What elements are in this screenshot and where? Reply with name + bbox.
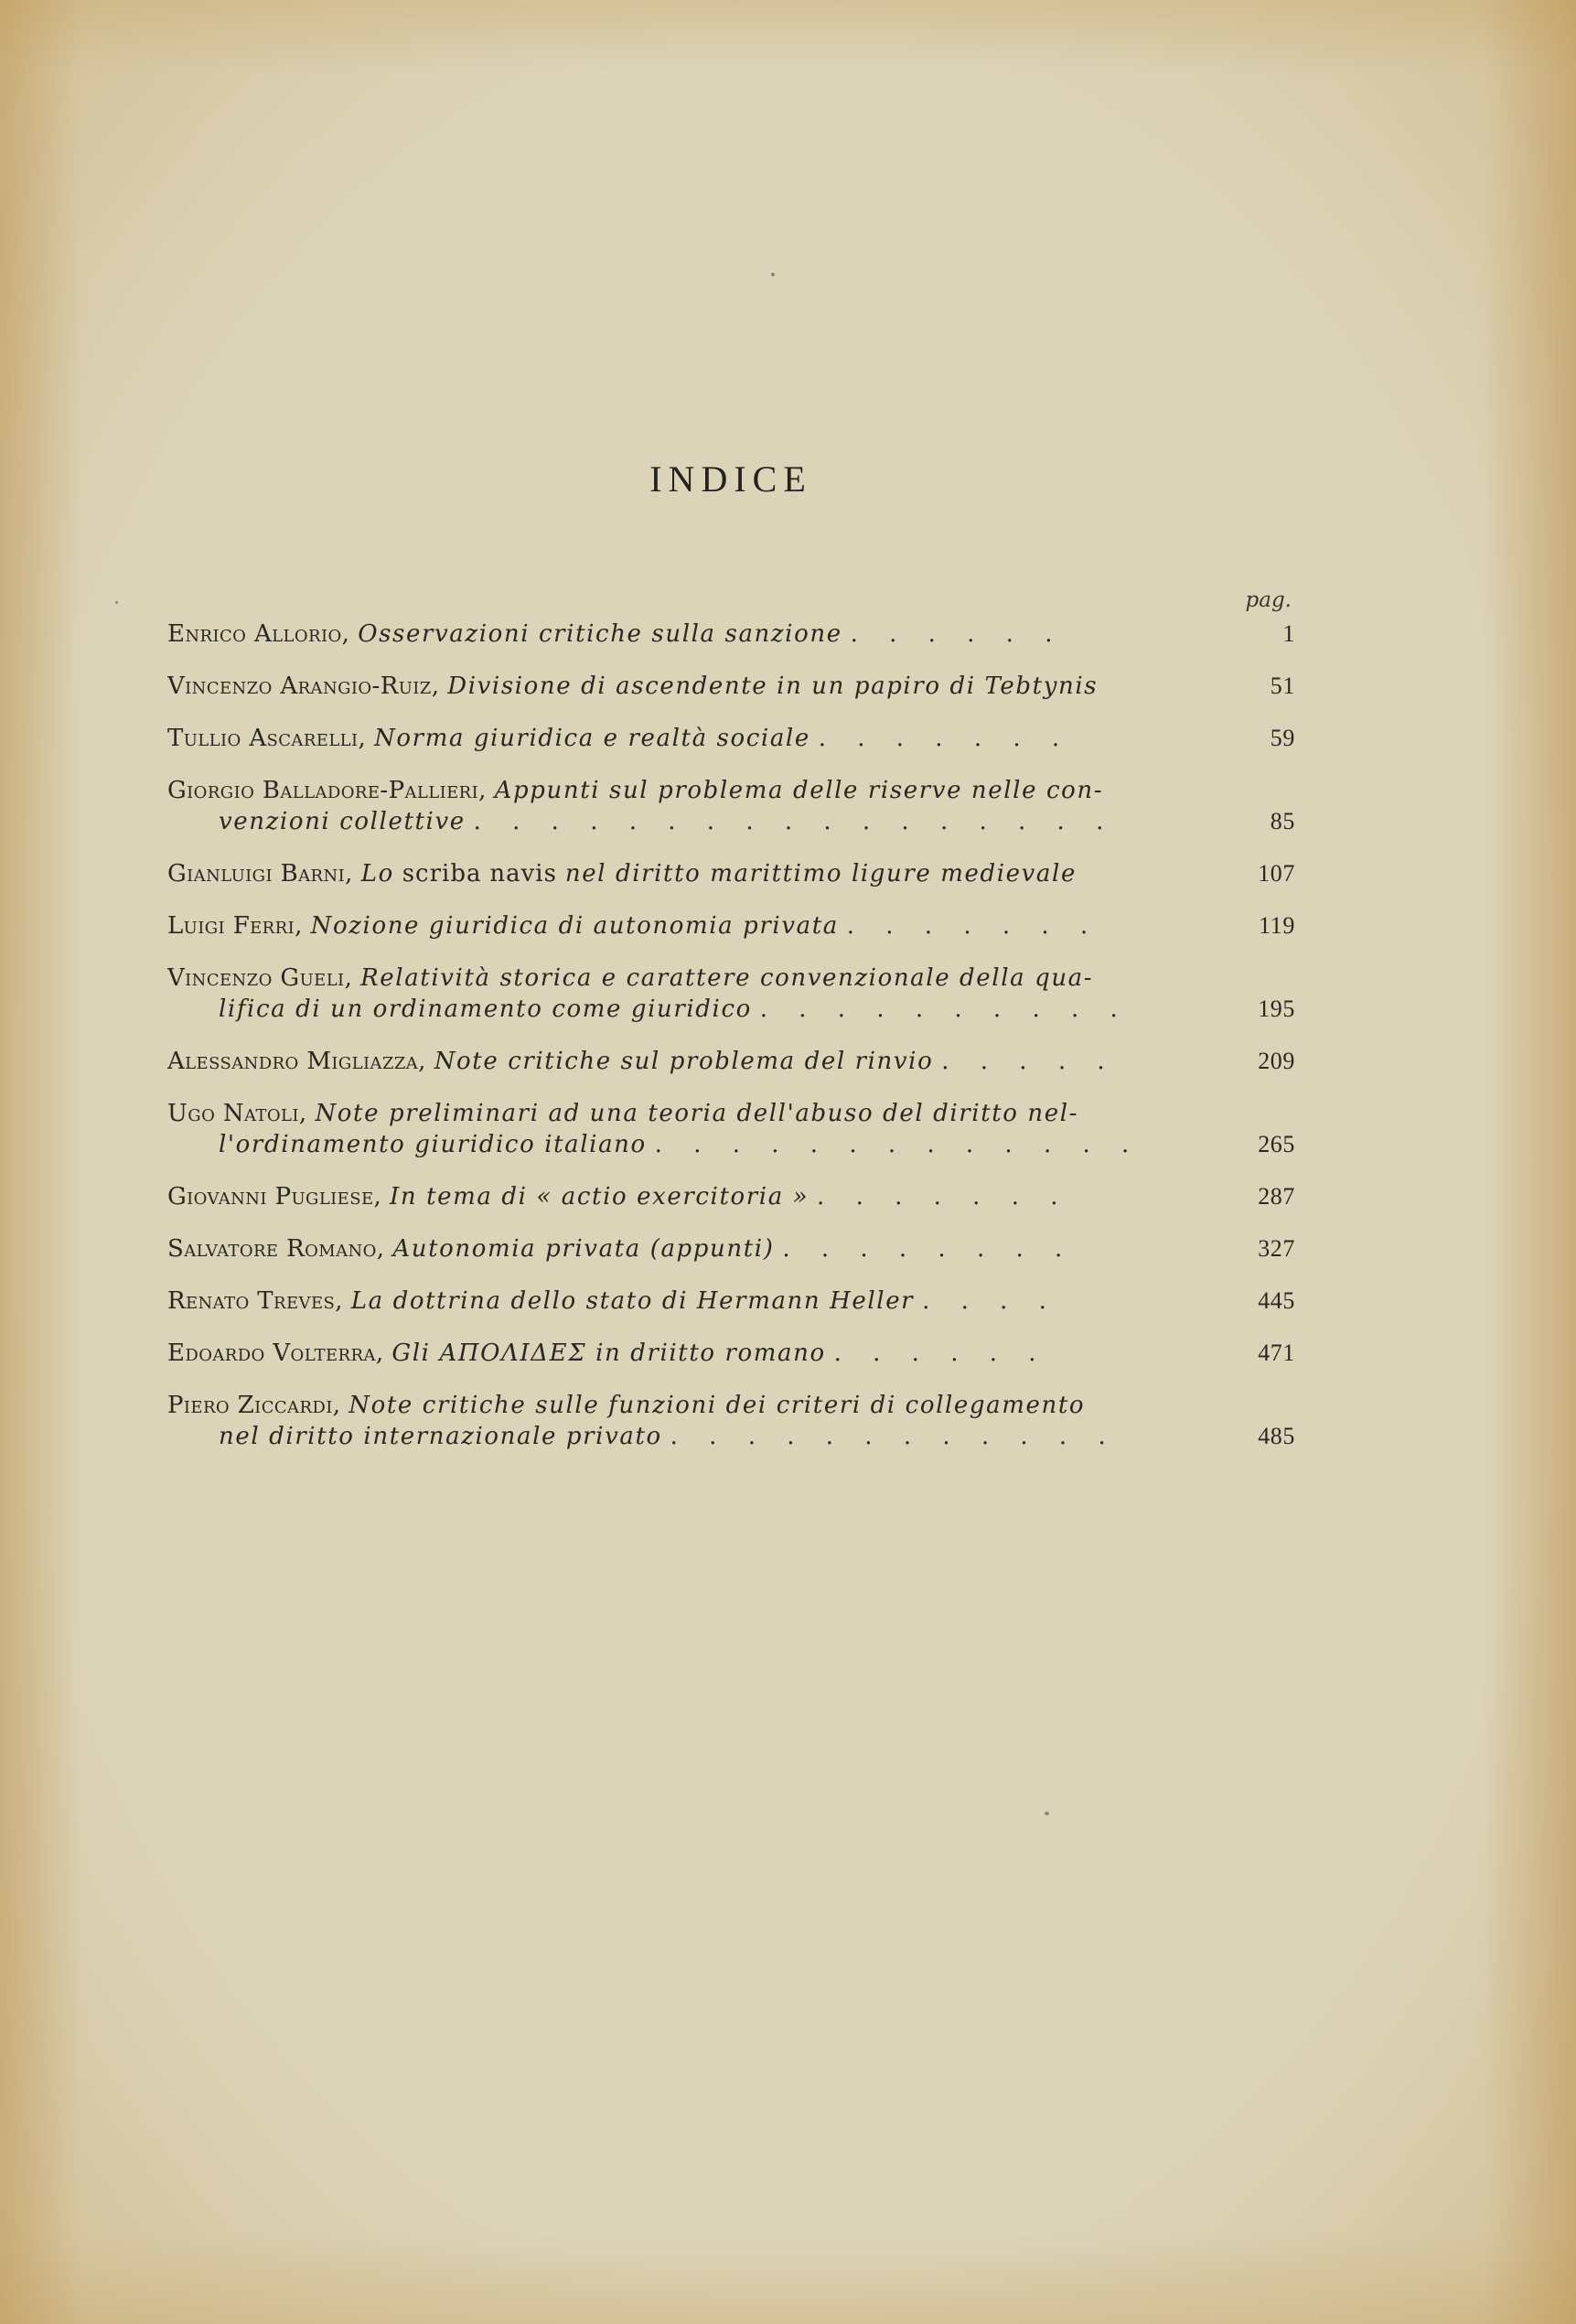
entry-title-upright: scriba: [402, 860, 482, 888]
toc-entry: [167, 1233, 1295, 1264]
entry-page-number: 327: [1258, 1235, 1295, 1262]
entry-author: Vincenzo Arangio-Ruiz,: [167, 672, 440, 700]
toc-entry: [167, 910, 1295, 941]
toc-entry: [167, 1046, 1295, 1077]
toc-entry: [167, 1338, 1295, 1369]
entry-title: Autonomia privata (appunti): [392, 1235, 775, 1263]
leader-dots: . . . . . . . . . . . . . . . . .: [473, 808, 1116, 835]
entry-page-number: 119: [1259, 912, 1295, 939]
entry-page-number: 85: [1270, 808, 1295, 834]
entry-page-number: 195: [1258, 995, 1295, 1022]
entry-page-number: 287: [1258, 1183, 1295, 1210]
entry-title-continued: lifica di un ordinamento come giuridico: [219, 995, 752, 1023]
entry-author: Enrico Allorio,: [167, 620, 350, 648]
entry-page-number: 51: [1270, 672, 1295, 699]
entry-author: Luigi Ferri,: [167, 912, 303, 940]
entry-page-number: 59: [1270, 725, 1295, 751]
paper-speck: [115, 601, 118, 604]
entry-title: Norma giuridica e realtà sociale: [374, 725, 810, 752]
entry-title: Appunti sul problema delle riserve nelle con-: [494, 777, 1104, 804]
entry-title-continued: venzioni collettive: [219, 808, 466, 835]
leader-dots: . . . . . .: [850, 620, 1065, 648]
entry-author: Vincenzo Gueli,: [167, 964, 353, 992]
entry-title: Gli ΑΠΟΛΙΔΕΣ in driitto romano: [391, 1340, 826, 1367]
entry-title: Note critiche sul problema del rinvio: [434, 1048, 934, 1075]
entry-title: Lo: [360, 860, 394, 888]
entry-page-number: 445: [1258, 1287, 1295, 1314]
toc-entry: [167, 1286, 1295, 1317]
entry-author: Tullio Ascarelli,: [167, 725, 367, 752]
entry-page-number: 209: [1258, 1048, 1295, 1074]
leader-dots: . . . . .: [941, 1048, 1117, 1075]
toc-entry: [167, 775, 1295, 837]
entry-page-number: 471: [1258, 1340, 1295, 1366]
page-title: INDICE: [649, 458, 812, 500]
entry-author: Edoardo Volterra,: [167, 1340, 384, 1367]
entry-title: Relatività storica e carattere convenzionale della qua-: [360, 964, 1094, 992]
entry-title: Nozione giuridica di autonomia privata: [310, 912, 839, 940]
leader-dots: . . . . . . .: [817, 1183, 1070, 1210]
leader-dots: . . . . . . . . . . . . .: [654, 1131, 1142, 1158]
entry-author: Salvatore Romano,: [167, 1235, 385, 1263]
entry-title-continued: nel diritto internazionale privato: [219, 1423, 662, 1450]
entry-title: In tema di « actio exercitoria »: [390, 1183, 809, 1210]
toc-entry: [167, 1098, 1295, 1160]
entry-page-number: 485: [1258, 1423, 1295, 1449]
toc-entry: [167, 723, 1295, 754]
entry-author: Renato Treves,: [167, 1287, 343, 1315]
entry-title: La dottrina dello stato di Hermann Heller: [350, 1287, 915, 1315]
leader-dots: . . . . . . . . . .: [759, 995, 1130, 1023]
toc-entry: [167, 963, 1295, 1025]
entry-title: Osservazioni critiche sulla sanzione: [358, 620, 842, 648]
toc-entry: [167, 671, 1295, 702]
entry-title: Divisione di ascendente in un papiro di Tebtynis: [447, 672, 1099, 700]
leader-dots: . . . .: [922, 1287, 1058, 1315]
entry-title: Note critiche sulle funzioni dei criteri di collegamento: [348, 1392, 1086, 1419]
leader-dots: . . . . . . .: [846, 912, 1100, 940]
paper-speck: [1045, 1812, 1049, 1815]
table-of-contents: [167, 619, 1295, 1473]
toc-entry: [167, 619, 1295, 650]
entry-page-number: 1: [1282, 620, 1295, 647]
pag-label: pag.: [1245, 588, 1292, 612]
entry-title: nel diritto marittimo ligure medievale: [564, 860, 1077, 888]
paper-speck: [771, 273, 775, 276]
entry-title-continued: l'ordinamento giuridico italiano: [219, 1131, 647, 1158]
entry-author: Giovanni Pugliese,: [167, 1183, 382, 1210]
leader-dots: . . . . . . . . . . . .: [670, 1423, 1118, 1450]
entry-author: Ugo Natoli,: [167, 1100, 307, 1127]
toc-entry: [167, 1390, 1295, 1452]
leader-dots: . . . . . . .: [818, 725, 1072, 752]
toc-entry: [167, 858, 1295, 889]
leader-dots: . . . . . . . .: [782, 1235, 1075, 1263]
entry-author: Gianluigi Barni,: [167, 860, 353, 888]
toc-entry: [167, 1181, 1295, 1212]
entry-title: Note preliminari ad una teoria dell'abuso del diritto nel-: [315, 1100, 1079, 1127]
entry-page-number: 265: [1258, 1131, 1295, 1157]
entry-author: Giorgio Balladore-Pallieri,: [167, 777, 487, 804]
entry-author: Alessandro Migliazza,: [167, 1048, 426, 1075]
entry-author: Piero Ziccardi,: [167, 1392, 341, 1419]
entry-page-number: 107: [1258, 860, 1295, 887]
leader-dots: . . . . . .: [833, 1340, 1048, 1367]
entry-title-upright: navis: [489, 860, 557, 888]
